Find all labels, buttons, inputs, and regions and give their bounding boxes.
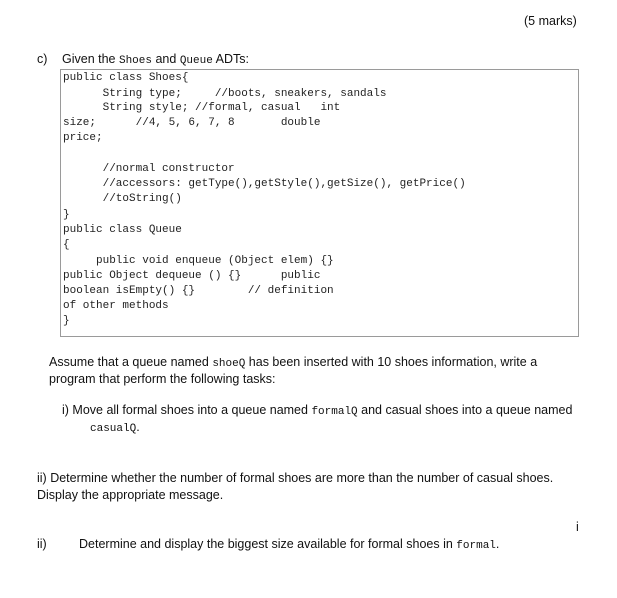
code-line: String style; //formal, casual int [63, 102, 341, 114]
task-1-line-1 [62, 403, 572, 418]
intro-text-and: and [152, 52, 180, 66]
task-3-period: . [495, 537, 500, 551]
marks-label: (5 marks) [524, 14, 577, 28]
code-line: public Object dequeue () {} public [63, 270, 321, 282]
stray-roman-i: i [576, 520, 579, 534]
task-1-text-pre: i) Move all formal shoes into a queue named [62, 403, 312, 417]
task-2-line-2: Display the appropriate message. [37, 488, 224, 502]
task-1-line-2 [90, 420, 140, 435]
code-line: boolean isEmpty() {} // definition [63, 285, 334, 297]
code-line: //toString() [63, 193, 182, 205]
intro-shoes-code: Shoes [118, 55, 152, 67]
question-label: c) [37, 52, 48, 66]
task-3-formal-code: formal [456, 540, 496, 552]
code-line: size; //4, 5, 6, 7, 8 double [63, 117, 321, 129]
code-line: } [63, 209, 70, 221]
code-line: public class Shoes{ [63, 72, 189, 84]
task-1-formalq-code: formalQ [311, 406, 358, 418]
question-intro [62, 52, 249, 67]
code-line: } [63, 315, 70, 327]
assume-line-2: program that perform the following tasks: [49, 372, 276, 386]
code-line: //normal constructor [63, 163, 235, 175]
task-3-text-pre: Determine and display the biggest size available for formal shoes in [79, 537, 457, 551]
assume-text-post: has been inserted with 10 shoes information, write a [245, 355, 538, 369]
code-line: of other methods [63, 300, 169, 312]
code-line: price; [63, 132, 103, 144]
task-3-text [79, 537, 499, 552]
assume-text-pre: Assume that a queue named [49, 355, 213, 369]
code-line: String type; //boots, sneakers, sandals [63, 88, 387, 100]
code-line: public void enqueue (Object elem) {} [63, 255, 334, 267]
assume-line-1 [49, 355, 590, 370]
code-line: public class Queue [63, 224, 182, 236]
code-line: { [63, 239, 70, 251]
task-1-casualq-code: casualQ [90, 423, 137, 435]
assume-shoeq-code: shoeQ [212, 358, 246, 370]
intro-text-post: ADTs: [212, 52, 249, 66]
intro-queue-code: Queue [179, 55, 213, 67]
task-1-text-post: and casual shoes into a queue named [357, 403, 573, 417]
task-1-period: . [136, 420, 140, 434]
intro-text-pre: Given the [62, 52, 119, 66]
task-3-label: ii) [37, 537, 47, 551]
task-2-line-1: ii) Determine whether the number of formal shoes are more than the number of casual shoes. [37, 471, 554, 485]
code-line: //accessors: getType(),getStyle(),getSize(), getPrice() [63, 178, 466, 190]
